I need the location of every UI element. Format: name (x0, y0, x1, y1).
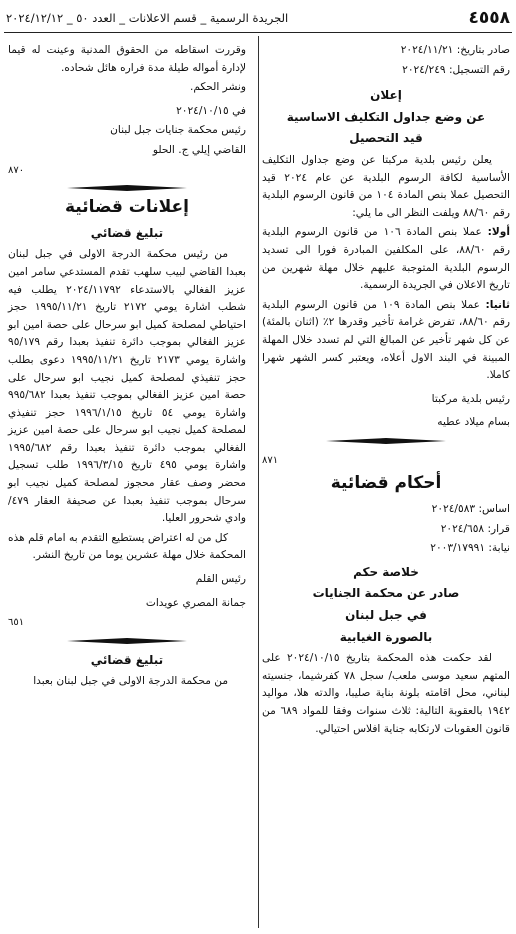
ref-number-871: ٨٧١ (262, 454, 279, 466)
judgments-title: أحكام قضائية (330, 473, 442, 494)
clerk-name: جمانة المصري عويدات (145, 596, 246, 609)
notice1-objection: كل من له اعتراض يستطيع التقدم به امام قلم هذه المحكمة خلال مهلة عشرين يوما من تاريخ النشر. (8, 531, 246, 562)
column-divider (258, 36, 259, 928)
ref-number-651: ٦٥١ (8, 617, 25, 629)
notice2-body: من محكمة الدرجة الاولى في جبل لبنان بعبدا (33, 675, 228, 688)
issued-date: صادر بتاريخ: ٢٠٢٤/١١/٢١ (400, 44, 510, 56)
publish-text: ونشر الحكم. (189, 81, 246, 94)
notice-title-line1: عن وضع جداول التكليف الاساسية (286, 109, 486, 124)
second-clause-text: عملا بنص المادة ١٠٩ من قانون الرسوم البلدية رقم ٨٨/٦٠، تفرض غرامة تأخير وقدرها ٢٪ (اثنان بالمئة) عن كل شهر تأخير عن المبالغ التي لم تسدد خلال المهلة المبينة في البند الاول أعلاه، ويعتبر كسر الشهر شهرا كاملا. (262, 298, 510, 382)
header-rule (4, 32, 512, 33)
judgment-body: لقد حكمت هذه المحكمة بتاريخ ٢٠٢٤/١٠/١٥ على المتهم سعيد موسى ملعب/ سجل ٧٨ كفرشيما، جنسيته لبناني، محل اقامته بلونة بناية صليبا، والدته هلا، مواليد ١٩٤٢ بالعقوبة التالية: ثلاث سنوات وفقا للمواد ٦٨٩ من قانون العقوبات لارتكابه جناية افلاس احتيالي. (262, 652, 510, 735)
continued-text: وقررت اسقاطه من الحقوق المدنية وعينت له قيما لإدارة أمواله طيلة مدة فراره هائل شحاده. (8, 44, 246, 74)
judgment-date: في ٢٠٢٤/١٠/١٥ (176, 104, 246, 117)
page-header (6, 8, 510, 30)
separator-ornament (67, 185, 187, 191)
header-title: الجريدة الرسمية _ قسم الاعلانات _ العدد ٥٠ _ ٢٠٢٤/١٢/١٢ (6, 11, 289, 25)
notice2-heading: تبليغ قضائي (90, 652, 164, 667)
summary-heading-1: خلاصة حكم (353, 564, 419, 579)
case-decision: قرار: ٢٠٢٤/٦٥٨ (440, 522, 510, 535)
second-clause (262, 297, 510, 385)
registration-number: رقم التسجيل: ٢٠٢٤/٢٤٩ (402, 63, 510, 76)
announcements-title: إعلانات قضائية (64, 197, 189, 218)
case-prosecution: نيابة: ٢٠٠٣/١٧٩٩١ (430, 542, 510, 555)
summary-heading-3: في جبل لبنان (345, 608, 427, 623)
separator-ornament (326, 438, 446, 444)
second-clause-label: ثانيا: (485, 298, 510, 311)
signer-title: رئيس بلدية مركبتا (431, 392, 510, 405)
page-number: ٤٥٥٨ (468, 8, 510, 28)
left-column (8, 42, 246, 693)
notice-title-line2: قيد التحصيل (349, 131, 423, 146)
court-head: رئيس محكمة جنايات جبل لبنان (110, 124, 246, 137)
signer-name: بسام ميلاد عطيه (437, 416, 510, 429)
ref-number-870: ٨٧٠ (8, 164, 25, 176)
first-clause-label: أولا: (487, 226, 510, 239)
first-clause-text: عملا بنص المادة ١٠٦ من قانون الرسوم البلدية رقم ٨٨/٦٠، على المكلفين المبادرة فورا الى تسديد الرسوم البلدية المتوجبة عليهم خلال مهلة شهرين من تاريخ الاعلان في الجريدة الرسمية. (262, 226, 510, 292)
separator-ornament (67, 638, 187, 644)
clerk-title: رئيس القلم (195, 573, 246, 586)
right-column (262, 42, 510, 740)
notice1-heading: تبليغ قضائي (90, 225, 164, 240)
notice-body: يعلن رئيس بلدية مركبتا عن وضع جداول التكليف الأساسية لكافة الرسوم البلدية عن عام ٢٠٢٤ قيد التحصيل عملا بنص المادة ١٠٤ من قانون الرسوم البلدية رقم ٨٨/٦٠ ويلفت النظر الى ما يلي: (262, 153, 510, 219)
first-clause (262, 224, 510, 294)
case-basis: اساس: ٢٠٢٤/٥٨٣ (431, 503, 510, 516)
judge-name: القاضي إيلي ج. الحلو (152, 143, 246, 156)
notice1-body: من رئيس محكمة الدرجة الاولى في جبل لبنان بعبدا القاضي لبيب سلهب تقدم المستدعي سامر امين عزيز الفغالي بالاستدعاء ٢٠٢٤/١١٧٩٢ يطلب فيه شطب اشارة يومي ٢١٧٢ تاريخ ١٩٩٥/١١/٢١ حجز احتياطي لمصلحة كميل ابو سرحال على حصة امين ابو عزيز الفغالي بموجب دائرة تنفيذ بعبدا رقم ٩٥/١٧٩ واشارة يومي ٢١٧٣ تاريخ ١٩٩٥/١١/٢١ دعوى بطلب حجز تنفيذي لمصلحة كميل نجيب ابو سرحال على حصة امين عزيز الفغالي بموجب تنفيذ بعبدا ٩٩٥/٦٨٢ واشارة يومي ٥٤ تاريخ ١٩٩٦/١/١٥ حجز تنفيذي لمصلحة كميل نجيب ابو سرحال على حصة امين عزيز الفغالي بموجب دائرة تنفيذ بعبدا رقم ١٩٩٥/٦٨٢ واشارة يومي ٤٩٥ تاريخ ١٩٩٦/٣/١٥ طلب تسجيل محضر وصف عقار محجوز لمصلحة كميل نجيب ابو سرحال بموجب تنفيذ بعبدا عن صحيفة العقار ٤٧٩/ وادي شحرور العليا. (8, 248, 246, 525)
summary-heading-2: صادر عن محكمة الجنايات (312, 586, 460, 601)
summary-heading-4: بالصورة الغيابية (339, 629, 433, 644)
notice-label: إعلان (370, 88, 402, 103)
